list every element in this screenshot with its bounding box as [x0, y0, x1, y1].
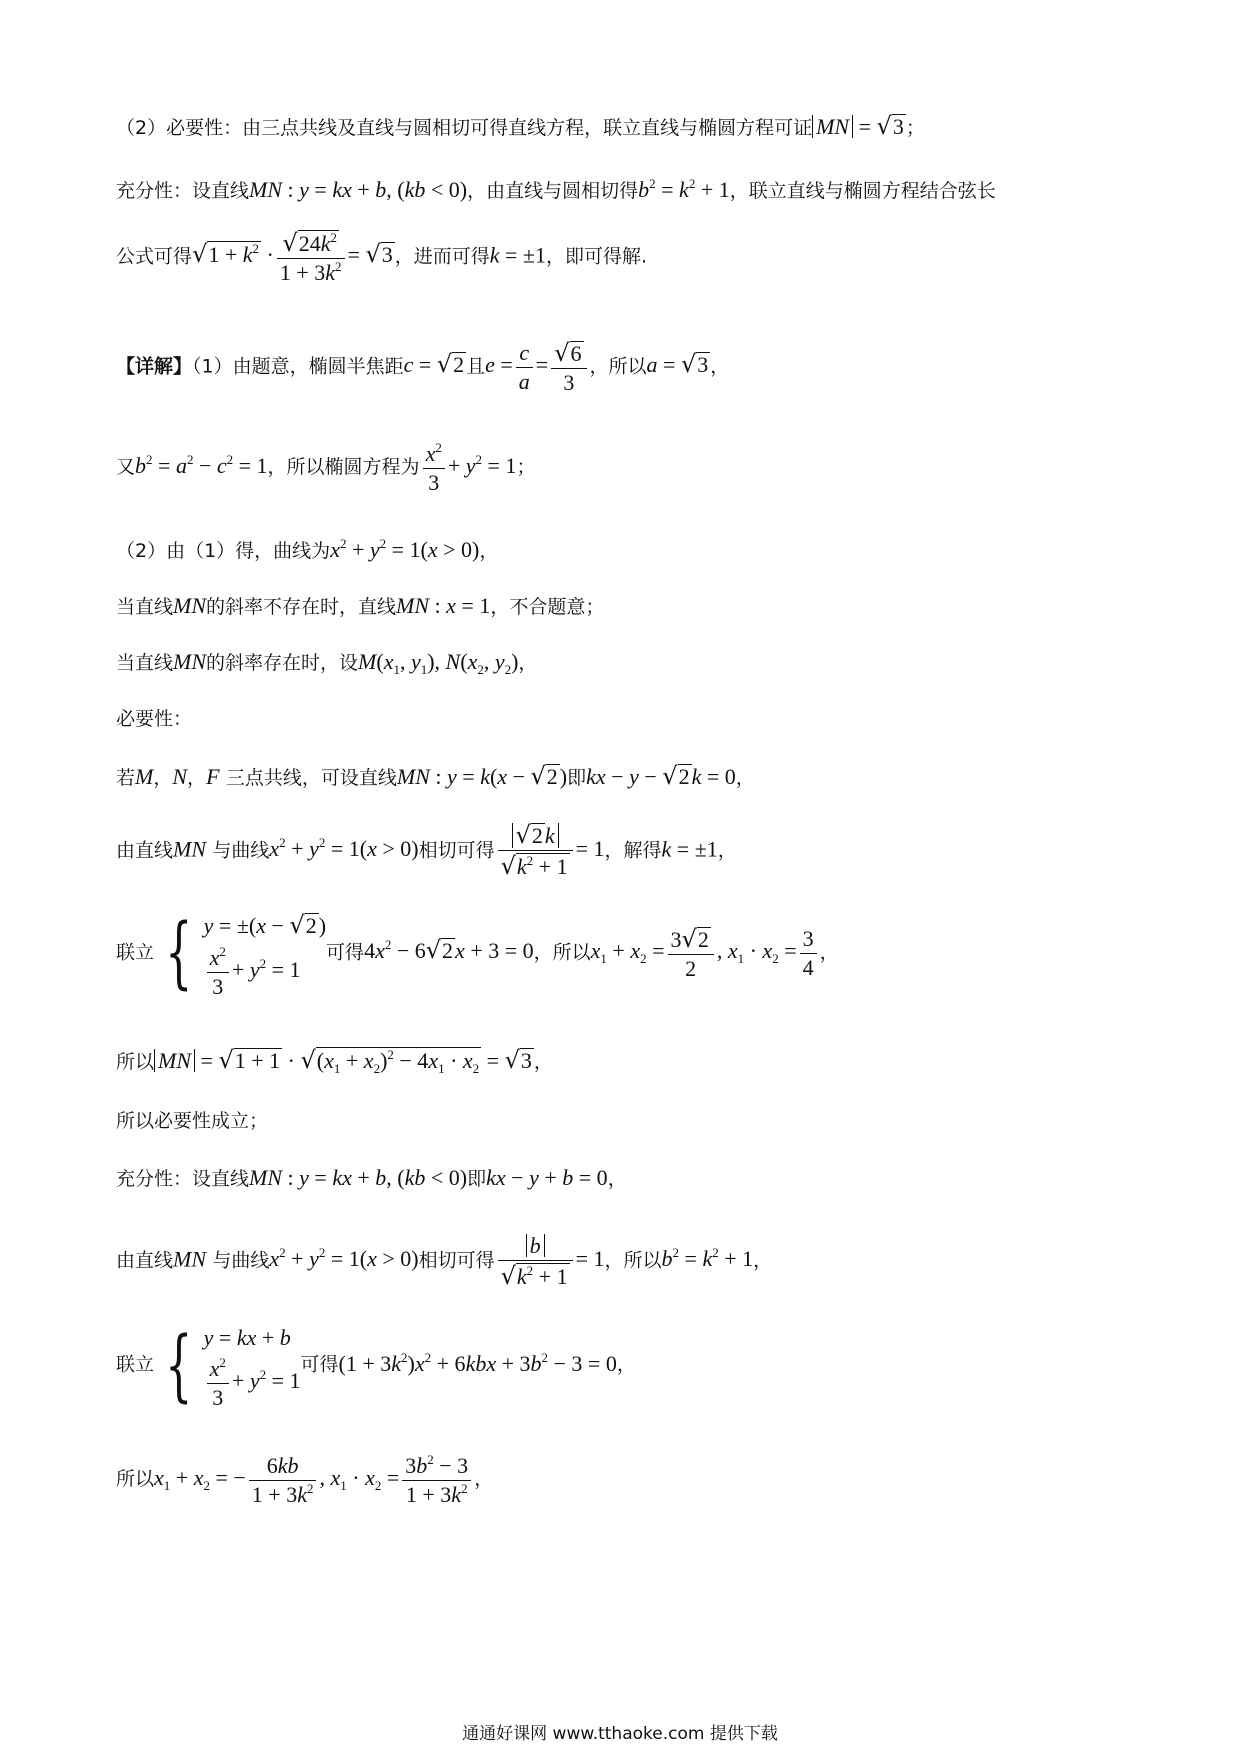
formula-ellipse: $\frac{x^2}{3}$ + $y^2 = 1$: [420, 453, 517, 478]
line-7: 当直线MN的斜率不存在时，直线MN : x = 1，不合题意；: [116, 593, 605, 618]
line-3: 公式可得$√1 + k^2$ · $\frac{√24k^2}{1 + 3k^2}$ = √3 ，进而可得k = ±1，即可得解.: [116, 229, 648, 285]
line-12: 联立 { y = ±(x − √2) $\frac{x^2}{3}$ + $y^2 = 1$ 可得$4x^2 - 6√2x + 3 = 0$，所以$x_1 + x_2$ = $\frac{3√2}{2}$ , $x_1 \cdot x_2$ = $\frac{3}{4}$ ，: [116, 908, 839, 999]
formula-system-1: { y = ±(x − √2) $\frac{x^2}{3}$ + $y^2 = 1$: [165, 908, 327, 999]
formula-b2-calc: $b^2 = a^2 - c^2 = 1$: [135, 452, 268, 479]
line-16: 由直线MN 与曲线$x^2 + y^2 = 1(x > 0)$相切可得 $\frac{b}{√k^2 + 1}$ = 1，所以$b^2 = k^2 + 1$，: [116, 1233, 773, 1290]
line-14: 所以必要性成立；: [116, 1110, 269, 1132]
line-6: （2）由（1）得，曲线为$x^2 + y^2 = 1(x > 0)$，: [116, 536, 499, 562]
formula-c: c = √2: [403, 350, 465, 379]
formula-distance-2: $\frac{b}{√k^2 + 1}$ = 1: [495, 1246, 605, 1271]
line-5: 又$b^2 = a^2 - c^2 = 1$，所以椭圆方程为 $\frac{x^2}{3}$ + $y^2 = 1$；: [116, 440, 536, 495]
formula-k-pm1: k = ±1: [489, 242, 546, 268]
formula-points: $M(x_1$, $y_1$), $N(x_2$, $y_2$): [358, 649, 519, 677]
formula-vieta-1: $x_1 + x_2$ = $\frac{3√2}{2}$ , $x_1 \cdot x_2$ = $\frac{3}{4}$: [591, 938, 820, 963]
formula-e: e = $\frac{c}{a}$ = $\frac{√6}{3}$: [485, 352, 589, 377]
formula-general-form-2: kx − y + b = 0: [486, 1165, 608, 1190]
line-13: 所以 MN = $√1 + 1 \cdot √(x_1 + x_2)^2 - 4x_1 \cdot x_2 = √3$ ，: [116, 1046, 553, 1076]
line-18: 所以$x_1 + x_2$ = − $\frac{6kb}{1 + 3k^2}$ , $x_1 \cdot x_2$ = $\frac{3b^2 - 3}{1 + 3k^2}$ ，: [116, 1452, 494, 1507]
formula-mn-length: MN = $√1 + 1 \cdot √(x_1 + x_2)^2 - 4x_1 \cdot x_2 = √3$: [154, 1048, 534, 1073]
line-11: 由直线MN 与曲线$x^2 + y^2 = 1(x > 0)$相切可得 $\frac{√2k}{√k^2 + 1}$ = 1，解得k = ±1，: [116, 821, 737, 880]
formula-quadratic-2: $(1 + 3k^2)x^2 + 6kbx + 3b^2 - 3 = 0$: [338, 1349, 617, 1376]
formula-distance-1: $\frac{√2k}{√k^2 + 1}$ = 1: [495, 836, 605, 861]
formula-mn-sqrt3: MN = √3: [812, 114, 906, 139]
line-15: 充分性：设直线MN : y = kx + b, (kb < 0)即kx − y + b = 0，: [116, 1165, 627, 1190]
formula-vieta-2: $x_1 + x_2$ = − $\frac{6kb}{1 + 3k^2}$ , $x_1 \cdot x_2$ = $\frac{3b^2 - 3}{1 + 3k^2}$: [154, 1465, 474, 1490]
formula-x-eq-1: MN : x = 1: [396, 593, 491, 618]
line-9: 必要性：: [116, 708, 193, 730]
formula-curve: $x^2 + y^2 = 1(x > 0)$: [330, 536, 480, 562]
formula-chord-length: $√1 + k^2$ · $\frac{√24k^2}{1 + 3k^2}$ = √3: [192, 229, 393, 285]
page-footer: 通通好课网 www.tthaoke.com 提供下载: [462, 1724, 778, 1744]
line-8: 当直线MN的斜率存在时，设$M(x_1$, $y_1$), $N(x_2$, $y_2$)，: [116, 649, 538, 677]
line-10: 若M，N，F 三点共线，可设直线MN : y = k(x − √2)即kx − y − √2k = 0，: [116, 762, 755, 790]
formula-line-mn: MN : y = kx + b, (kb < 0): [249, 177, 468, 202]
line-17: 联立 { y = kx + b $\frac{x^2}{3}$ + $y^2 = 1$ 可得$(1 + 3k^2)x^2 + 6kbx + 3b^2 - 3 = 0$，: [116, 1320, 636, 1411]
line-4: 【详解】（1）由题意，椭圆半焦距c = √2 且e = $\frac{c}{a}$ = $\frac{√6}{3}$ ，所以a = √3 ，: [116, 339, 730, 395]
formula-general-form: kx − y − √2k = 0: [586, 762, 736, 790]
line-1: （2）必要性：由三点共线及直线与圆相切可得直线方程，联立直线与椭圆方程可证 MN = √3 ；: [116, 112, 925, 140]
formula-a: a = √3: [646, 350, 709, 379]
formula-b2: $b^2 = k^2 + 1$: [638, 176, 730, 202]
formula-line-through-f: MN : y = k(x − √2): [396, 762, 568, 790]
formula-quadratic-1: $4x^2 - 6√2x + 3 = 0$: [364, 936, 534, 965]
line-2: 充分性：设直线MN : y = kx + b, (kb < 0)，由直线与圆相切得$b^2 = k^2 + 1$，联立直线与椭圆方程结合弦长: [116, 176, 996, 202]
formula-system-2: { y = kx + b $\frac{x^2}{3}$ + $y^2 = 1$: [165, 1320, 301, 1411]
